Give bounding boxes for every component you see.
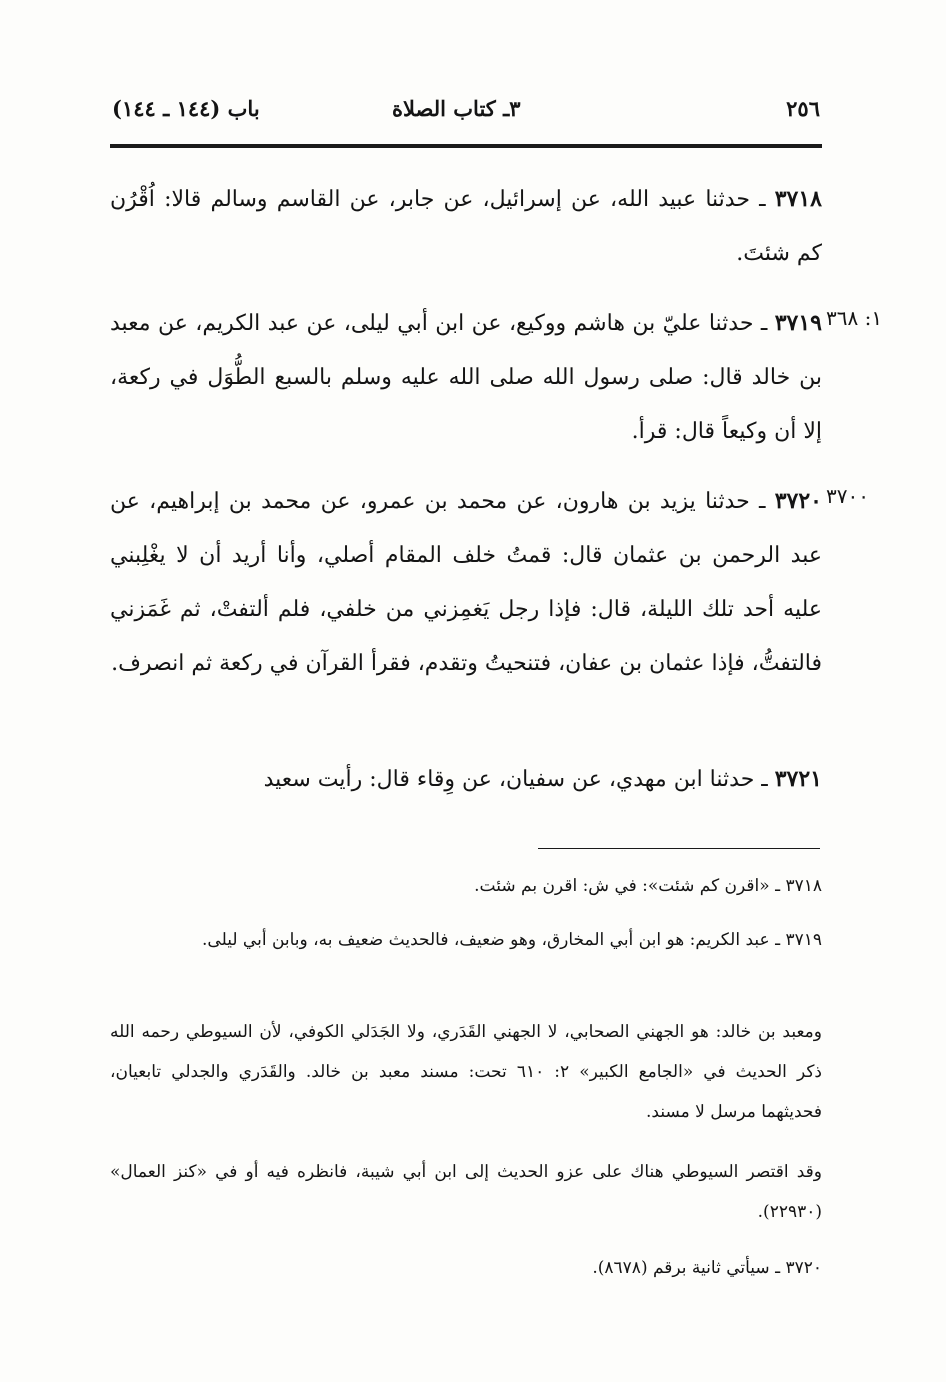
footnote: وقد اقتصر السيوطي هناك على عزو الحديث إلى ابن أبي شيبة، فانظره فيه أو في «كنز العمال» (٢٢٩٣٠).	[110, 1162, 822, 1222]
chapter-title: ٣ـ كتاب الصلاة	[392, 96, 521, 121]
section-heading: باب (١٤٤ ـ ١٤٤)	[112, 96, 260, 121]
footnote: ٣٧١٩ ـ عبد الكريم: هو ابن أبي المخارق، وهو ضعيف، فالحديث ضعيف به، وبابن أبي ليلى.	[202, 930, 822, 950]
hadith-number: ٣٧٢١	[774, 766, 822, 792]
hadith-text: ـ حدثنا ابن مهدي، عن سفيان، عن وِقاء قال: رأيت سعيد	[263, 767, 775, 792]
footnote: ٣٧٢٠ ـ سيأتي ثانية برقم (٨٦٧٨).	[592, 1258, 822, 1278]
hadith-number: ٣٧٢٠	[774, 488, 822, 514]
header-divider	[110, 144, 822, 148]
footnote: ومعبد بن خالد: هو الجهني الصحابي، لا الجهني القَدَري، ولا الجَدَلي الكوفي، لأن السيوطي رحمه الله ذكر الحديث في «الجامع الكبير» ٢: ٦١٠ تحت: مسند معبد بن خالد. والقَدَري والجدلي تابعيان، فحديثهما مرسل لا مسند.	[110, 1022, 822, 1122]
hadith-3720	[110, 474, 822, 691]
margin-reference: ٣٧٠٠	[826, 484, 869, 508]
hadith-3718	[110, 172, 822, 281]
hadith-text: ـ حدثنا يزيد بن هارون، عن محمد بن عمرو، عن محمد بن إبراهيم، عن عبد الرحمن بن عثمان قال: قمتُ خلف المقام أصلي، وأنا أريد أن لا يغْلِبني عليه أحد تلك الليلة، قال: فإذا رجل يَغمِزني من خلفي، فلم ألتفتْ، ثم غَمَزني فالتفتُّ، فإذا عثمان بن عفان، فتنحيتُ وتقدم، فقرأ القرآن في ركعة ثم انصرف.	[110, 489, 822, 676]
hadith-text: ـ حدثنا عبيد الله، عن إسرائيل، عن جابر، عن القاسم وسالم قالا: اُقْرُن كم شئتَ.	[110, 187, 822, 266]
footnote-divider	[538, 848, 820, 849]
hadith-3719	[110, 296, 822, 459]
page-number: ٢٥٦	[786, 96, 820, 121]
hadith-number: ٣٧١٨	[774, 186, 822, 212]
hadith-number: ٣٧١٩	[774, 310, 822, 336]
footnote: ٣٧١٨ ـ «اقرن كم شئت»: في ش: اقرن بم شئت.	[474, 876, 822, 896]
hadith-3721	[110, 752, 822, 807]
margin-reference: ١: ٣٦٨	[826, 306, 883, 330]
hadith-text: ـ حدثنا عليّ بن هاشم ووكيع، عن ابن أبي ليلى، عن عبد الكريم، عن معبد بن خالد قال: صلى رسول الله صلى الله عليه وسلم بالسبع الطُّوَل في ركعة، إلا أن وكيعاً قال: قرأ.	[110, 311, 822, 444]
